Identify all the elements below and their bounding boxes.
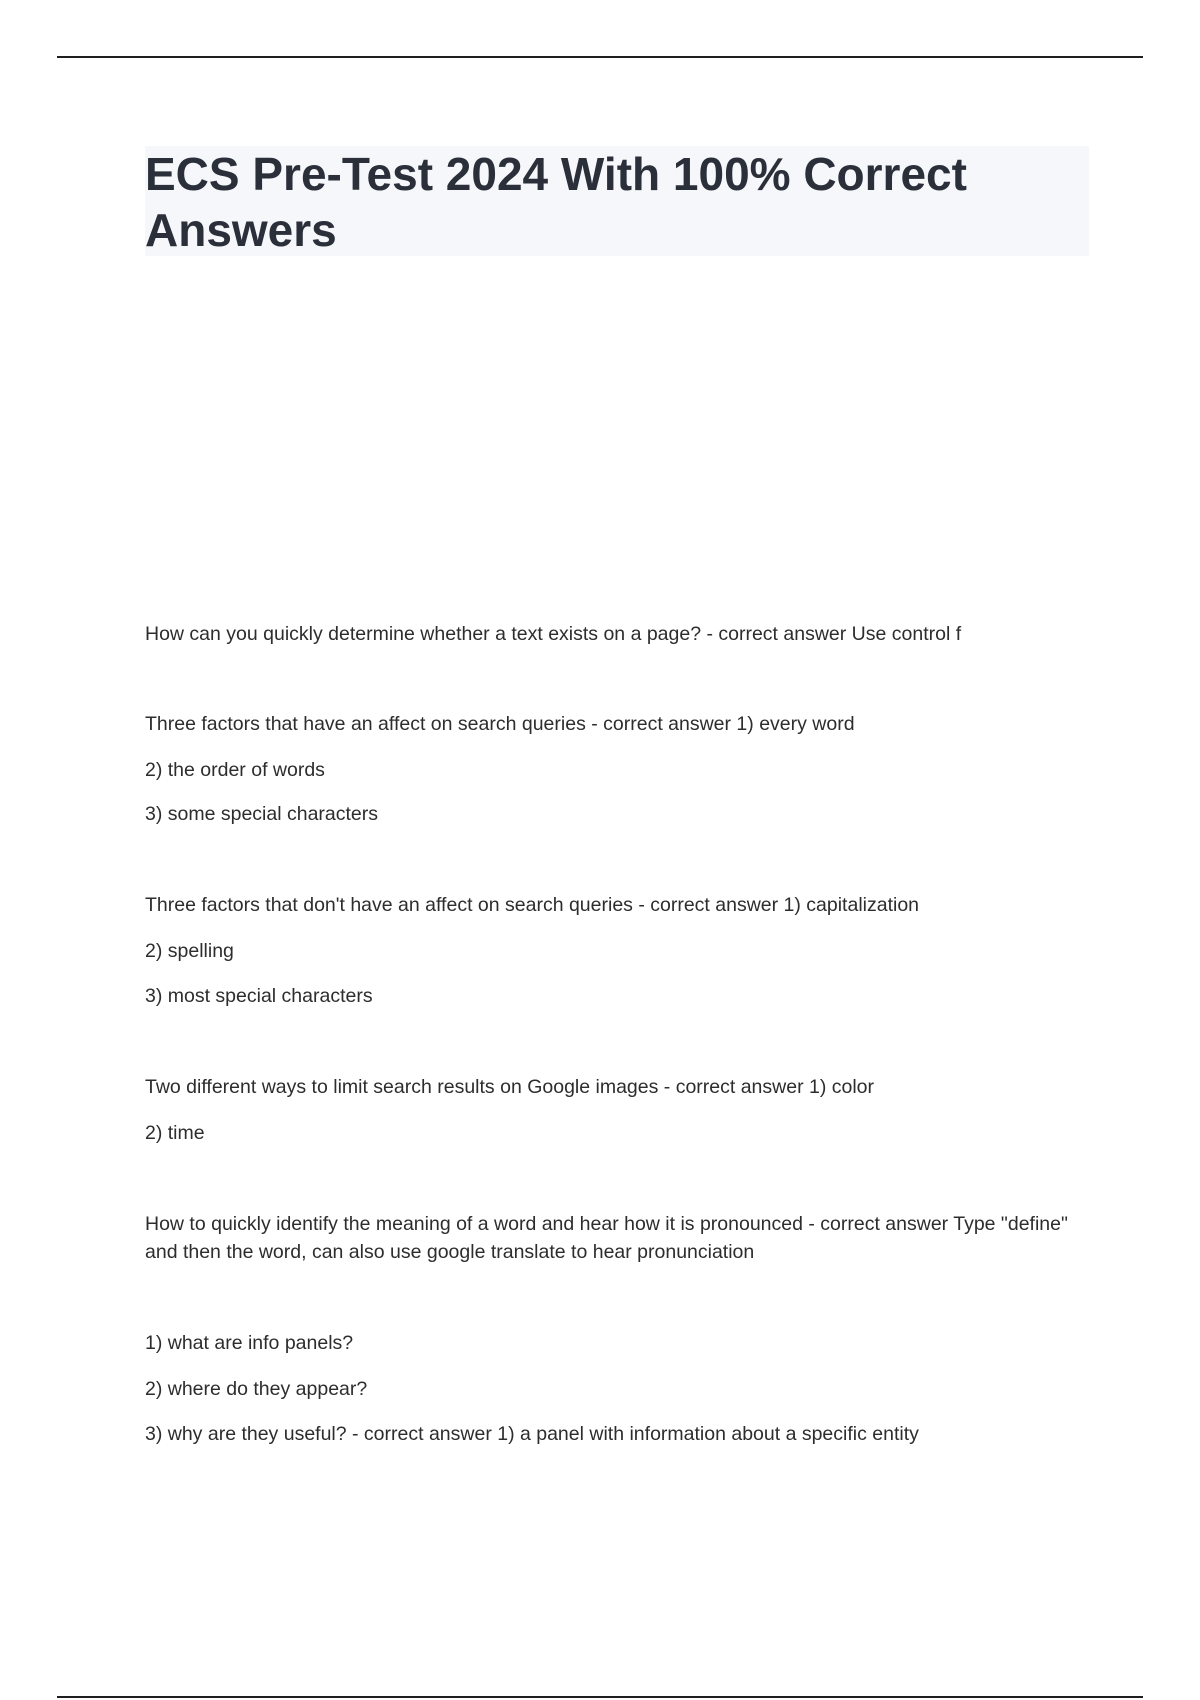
qa-line-9: 2) time xyxy=(145,1122,205,1144)
top-rule xyxy=(57,56,1143,58)
title-block xyxy=(145,146,1089,256)
bottom-rule xyxy=(57,1696,1143,1698)
qa-line-1: How can you quickly determine whether a text exists on a page? - correct answer Use control f xyxy=(145,623,962,645)
qa-line-4: 3) some special characters xyxy=(145,803,379,825)
qa-line-3: 2) the order of words xyxy=(145,759,325,781)
page-title: ECS Pre-Test 2024 With 100% Correct Answers xyxy=(145,148,967,256)
qa-line-7: 3) most special characters xyxy=(145,985,373,1007)
qa-line-8: Two different ways to limit search results on Google images - correct answer 1) color xyxy=(145,1076,875,1098)
qa-line-6: 2) spelling xyxy=(145,940,234,962)
qa-line-5: Three factors that don't have an affect on search queries - correct answer 1) capitalization xyxy=(145,894,920,916)
qa-line-10: How to quickly identify the meaning of a word and hear how it is pronounced - correct answer Type "define" and then the word, can also use google translate to hear pronunciation xyxy=(145,1213,1068,1263)
qa-line-2: Three factors that have an affect on search queries - correct answer 1) every word xyxy=(145,713,855,735)
qa-line-12: 2) where do they appear? xyxy=(145,1378,368,1400)
qa-line-13: 3) why are they useful? - correct answer 1) a panel with information about a specific entity xyxy=(145,1423,919,1445)
qa-line-11: 1) what are info panels? xyxy=(145,1332,354,1354)
